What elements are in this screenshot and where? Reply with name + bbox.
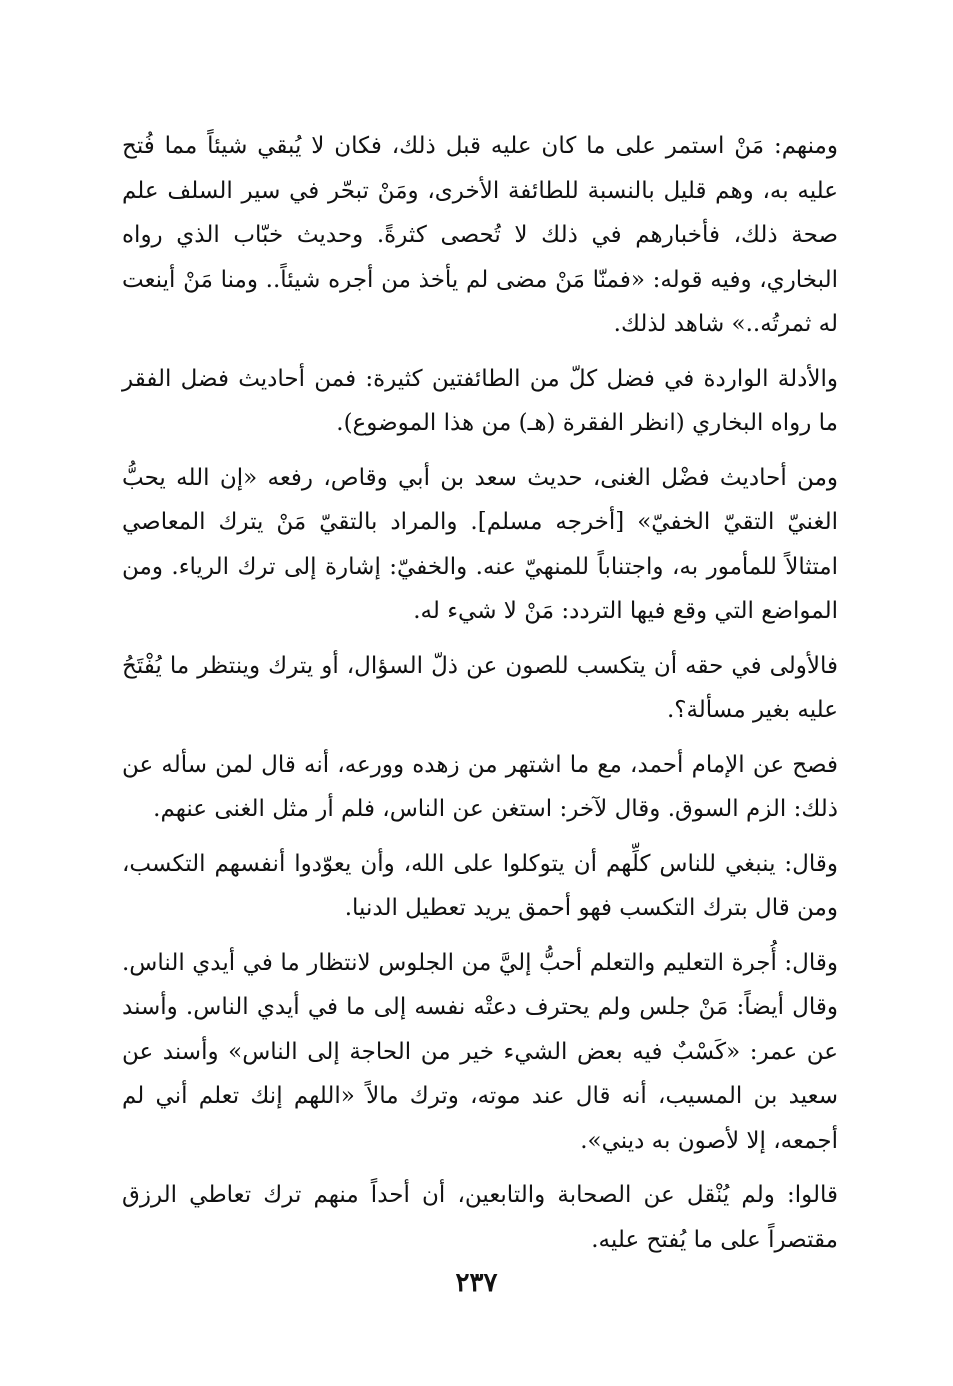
paragraph-3: ومن أحاديث فضْل الغنى، حديث سعد بن أبي وقاص، رفعه «إن الله يحبُّ الغنيّ التقيّ الخفيّ» [أخرجه مسلم]. والمراد بالتقيّ مَنْ يترك المعاصي امتثالاً للمأمور به، واجتناباً للمنهيّ عنه. والخفيّ: إشارة إلى ترك الرياء. ومن المواضع التي وقع فيها التردد: مَنْ لا شيء له.	[122, 464, 838, 624]
paragraph-7: وقال: أُجرة التعليم والتعلم أحبُّ إليَّ من الجلوس لانتظار ما في أيدي الناس. وقال أيضاً: مَنْ جلس ولم يحترف دعتْه نفسه إلى ما في أيدي الناس. وأسند عن عمر: «كَسْبٌ فيه بعض الشيء خير من الحاجة إلى الناس» وأسند عن سعيد بن المسيب، أنه قال عند موته، وترك مالاً «اللهم إنك تعلم أني لم أجمعه، إلا لأصون به ديني».	[122, 949, 838, 1154]
paragraph-5: فصح عن الإمام أحمد، مع ما اشتهر من زهده وورعه، أنه قال لمن سأله عن ذلك: الزم السوق. وقال لآخر: استغن عن الناس، فلم أر مثل الغنى عنهم.	[122, 751, 838, 822]
paragraph-6: وقال: ينبغي للناس كلِّهم أن يتوكلوا على الله، وأن يعوّدوا أنفسهم التكسب، ومن قال بترك التكسب فهو أحمق يريد تعطيل الدنيا.	[122, 850, 838, 921]
paragraph-2: والأدلة الواردة في فضل كلّ من الطائفتين كثيرة: فمن أحاديث فضل الفقر ما رواه البخاري (انظر الفقرة (هـ) من هذا الموضوع).	[122, 365, 838, 436]
page-number: ٢٣٧	[455, 1268, 498, 1298]
text-body	[122, 124, 838, 1272]
paragraph-8: قالوا: ولم يُنْقل عن الصحابة والتابعين، أن أحداً منهم ترك تعاطي الرزق مقتصراً على ما يُفتح عليه.	[122, 1182, 838, 1253]
paragraph-4: فالأولى في حقه أن يتكسب للصون عن ذلّ السؤال، أو يترك وينتظر ما يُفْتَحُ عليه بغير مسألة؟.	[122, 652, 838, 723]
paragraph-1: ومنهم: مَنْ استمر على ما كان عليه قبل ذلك، فكان لا يُبقي شيئاً مما فُتح عليه به، وهم قليل بالنسبة للطائفة الأخرى، ومَنْ تبحّر في سير السلف علم صحة ذلك، فأخبارهم في ذلك لا تُحصى كثرةً. وحديث خبّاب الذي رواه البخاري، وفيه قوله: «فمنّا مَنْ مضى لم يأخذ من أجره شيئاً.. ومنا مَنْ أينعت له ثمرتُه..» شاهد لذلك.	[122, 133, 838, 337]
